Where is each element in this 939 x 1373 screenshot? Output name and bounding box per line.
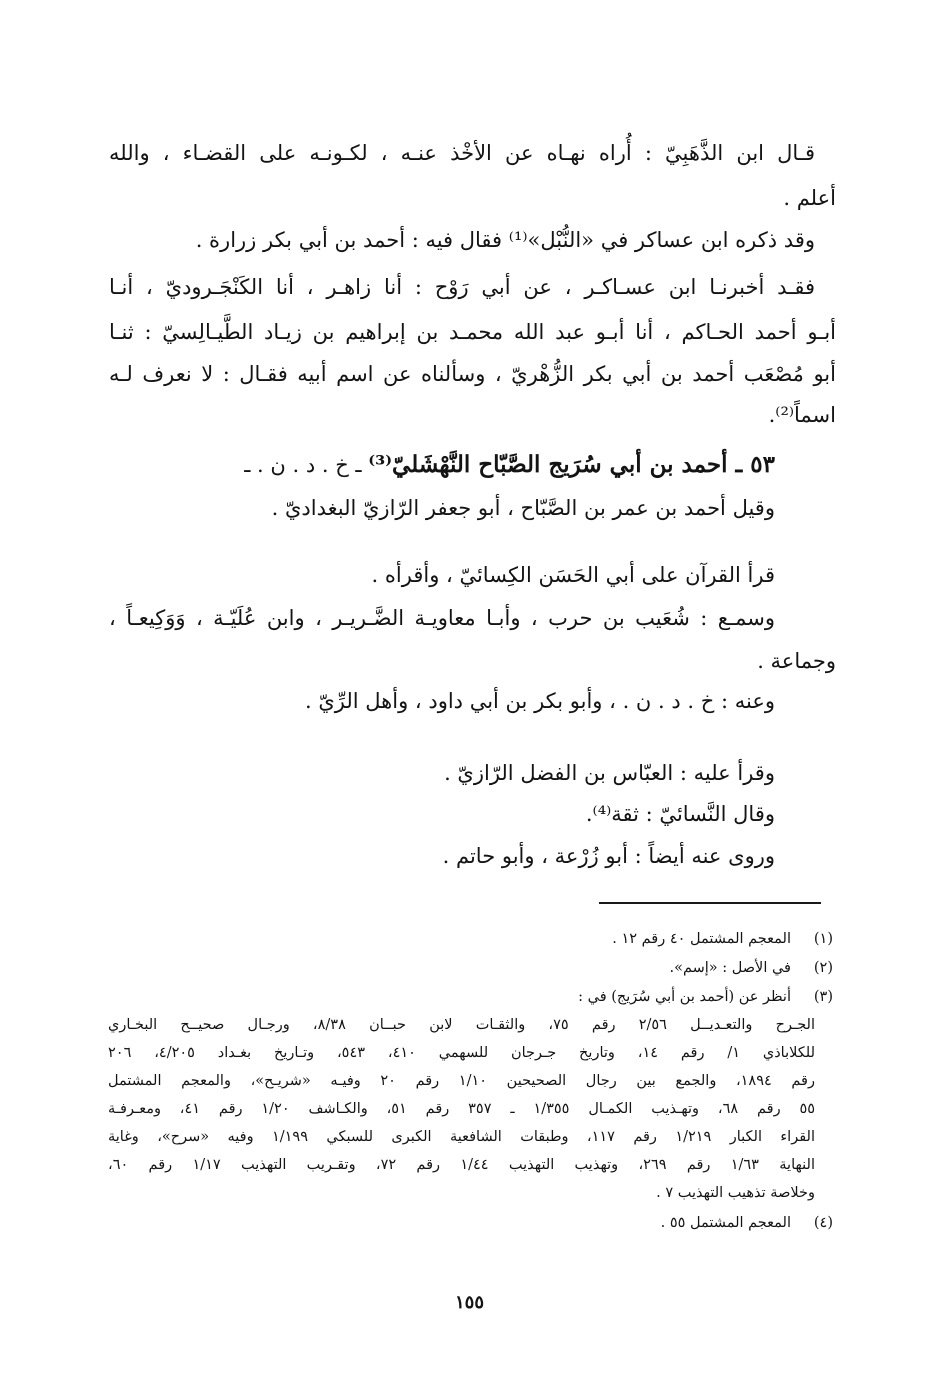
paragraph-line: أبو مُصْعَب أحمد بن أبي بكر الزُّهْريّ ، وسألناه عن اسم أبيه فقـال : لا نعرف لـه	[109, 362, 836, 386]
footnote-text: المعجم المشتمل ٤٠ رقم ١٢ .	[612, 931, 791, 947]
footnote-number: (١)	[813, 931, 833, 947]
footnote-line: وخلاصة تذهيب التهذيب ٧ .	[656, 1185, 815, 1201]
paragraph-line: وروى عنه أيضاً : أبو زُرْعة ، وأبو حاتم .	[442, 844, 775, 868]
paragraph-line: قرأ القرآن على أبي الحَسَن الكِسائيّ ، وأقرأه .	[371, 563, 775, 587]
paragraph-line: اسماً⁽²⁾.	[768, 403, 836, 427]
paragraph-line: وقرأ عليه : العبّاس بن الفضل الرّازيّ .	[444, 761, 775, 785]
entry-heading-symbols: ـ خ . د . ن . ـ	[244, 453, 369, 477]
footnote-line: رقم ١٨٩٤، والجمع بين رجال الصحيحين ١/١٠ رقم ٢٠ وفيـه «شريـح»، والمعجم المشتمل	[108, 1073, 815, 1089]
paragraph-line: أبـو أحمد الحـاكم ، أنا أبـو عبد الله محمـد بن إبراهيم بن زيـاد الطَّيـالِسيّ : ثنـا	[109, 320, 836, 344]
paragraph-line: وجماعة .	[757, 649, 836, 673]
page-number: ١٥٥	[454, 1292, 484, 1313]
entry-heading-name: ٥٣ ـ أحمد بن أبي سُرَيج الصَّبّاح النَّهْشَليّ⁽³⁾	[368, 451, 775, 478]
paragraph-line: أعلم .	[783, 186, 836, 210]
footnote-number: (٢)	[813, 960, 833, 976]
footnote-line: الجـرح والتعـديــل ٢/٥٦ رقم ٧٥، والثقـات لابن حبــان ٨/٣٨، ورجـال صحيــح البخـاري	[108, 1017, 816, 1033]
paragraph-line: وعنه : خ . د . ن . ، وأبو بكر بن أبي داود ، وأهل الرِّيّ .	[304, 689, 775, 713]
footnote-number: (٣)	[813, 989, 833, 1005]
footnote-text: أنظر عن (أحمد بن أبي سُرَيج) في :	[578, 989, 791, 1005]
footnote-text: في الأصل : «إسم».	[669, 960, 791, 976]
paragraph-line: وقال النَّسائيّ : ثقة⁽⁴⁾.	[585, 802, 775, 826]
paragraph-line: وقد ذكره ابن عساكر في «النُّبْل»⁽¹⁾ فقال فيه : أحمد بن أبي بكر زرارة .	[195, 228, 815, 252]
footnote-line: للكلاباذي ١/ رقم ١٤، وتاريخ جـرجان للسهمي ٤١٠، ٥٤٣، وتـاريخ بغـداد ٤/٢٠٥، ٢٠٦	[108, 1045, 815, 1061]
paragraph-line: وسمـع : شُعَيب بن حرب ، وأبـا معاويـة الضَّـريـر ، وابن عُلَيّـة ، وَوَكِيعـاً ،	[109, 606, 775, 630]
footnote-line: القراء الكبار ١/٢١٩ رقم ١١٧، وطبقات الشافعية الكبرى للسبكي ١/١٩٩ وفيه «سرح»، وغاية	[108, 1129, 815, 1145]
paragraph-line: قـال ابن الذَّهَبِيّ : أُراه نهـاه عن الأخْذ عنـه ، لكـونـه على القضـاء ، والله	[109, 141, 815, 165]
footnote-line: ٥٥ رقم ٦٨، وتهـذيب الكمـال ١/٣٥٥ ـ ٣٥٧ رقم ٥١، والكـاشف ١/٢٠ رقم ٤١، ومعـرفـة	[108, 1101, 816, 1117]
footnote-text: المعجم المشتمل ٥٥ .	[660, 1215, 791, 1231]
paragraph-line: وقيل أحمد بن عمر بن الصَّبّاح ، أبو جعفر الرّازيّ البغداديّ .	[271, 496, 775, 520]
footnote-separator	[599, 902, 821, 904]
paragraph-line: فقـد أخبرنـا ابن عسـاكـر ، عن أبي رَوْح : أنا زاهـر ، أنا الكَنْجَـروديّ ، أنـا	[109, 275, 815, 299]
entry-heading	[244, 450, 775, 480]
footnote-number: (٤)	[813, 1215, 833, 1231]
footnote-line: النهاية ١/٦٣ رقم ٢٦٩، وتهذيب التهذيب ١/٤٤ رقم ٧٢، وتقـريب التهذيب ١/١٧ رقم ٦٠،	[108, 1157, 815, 1173]
